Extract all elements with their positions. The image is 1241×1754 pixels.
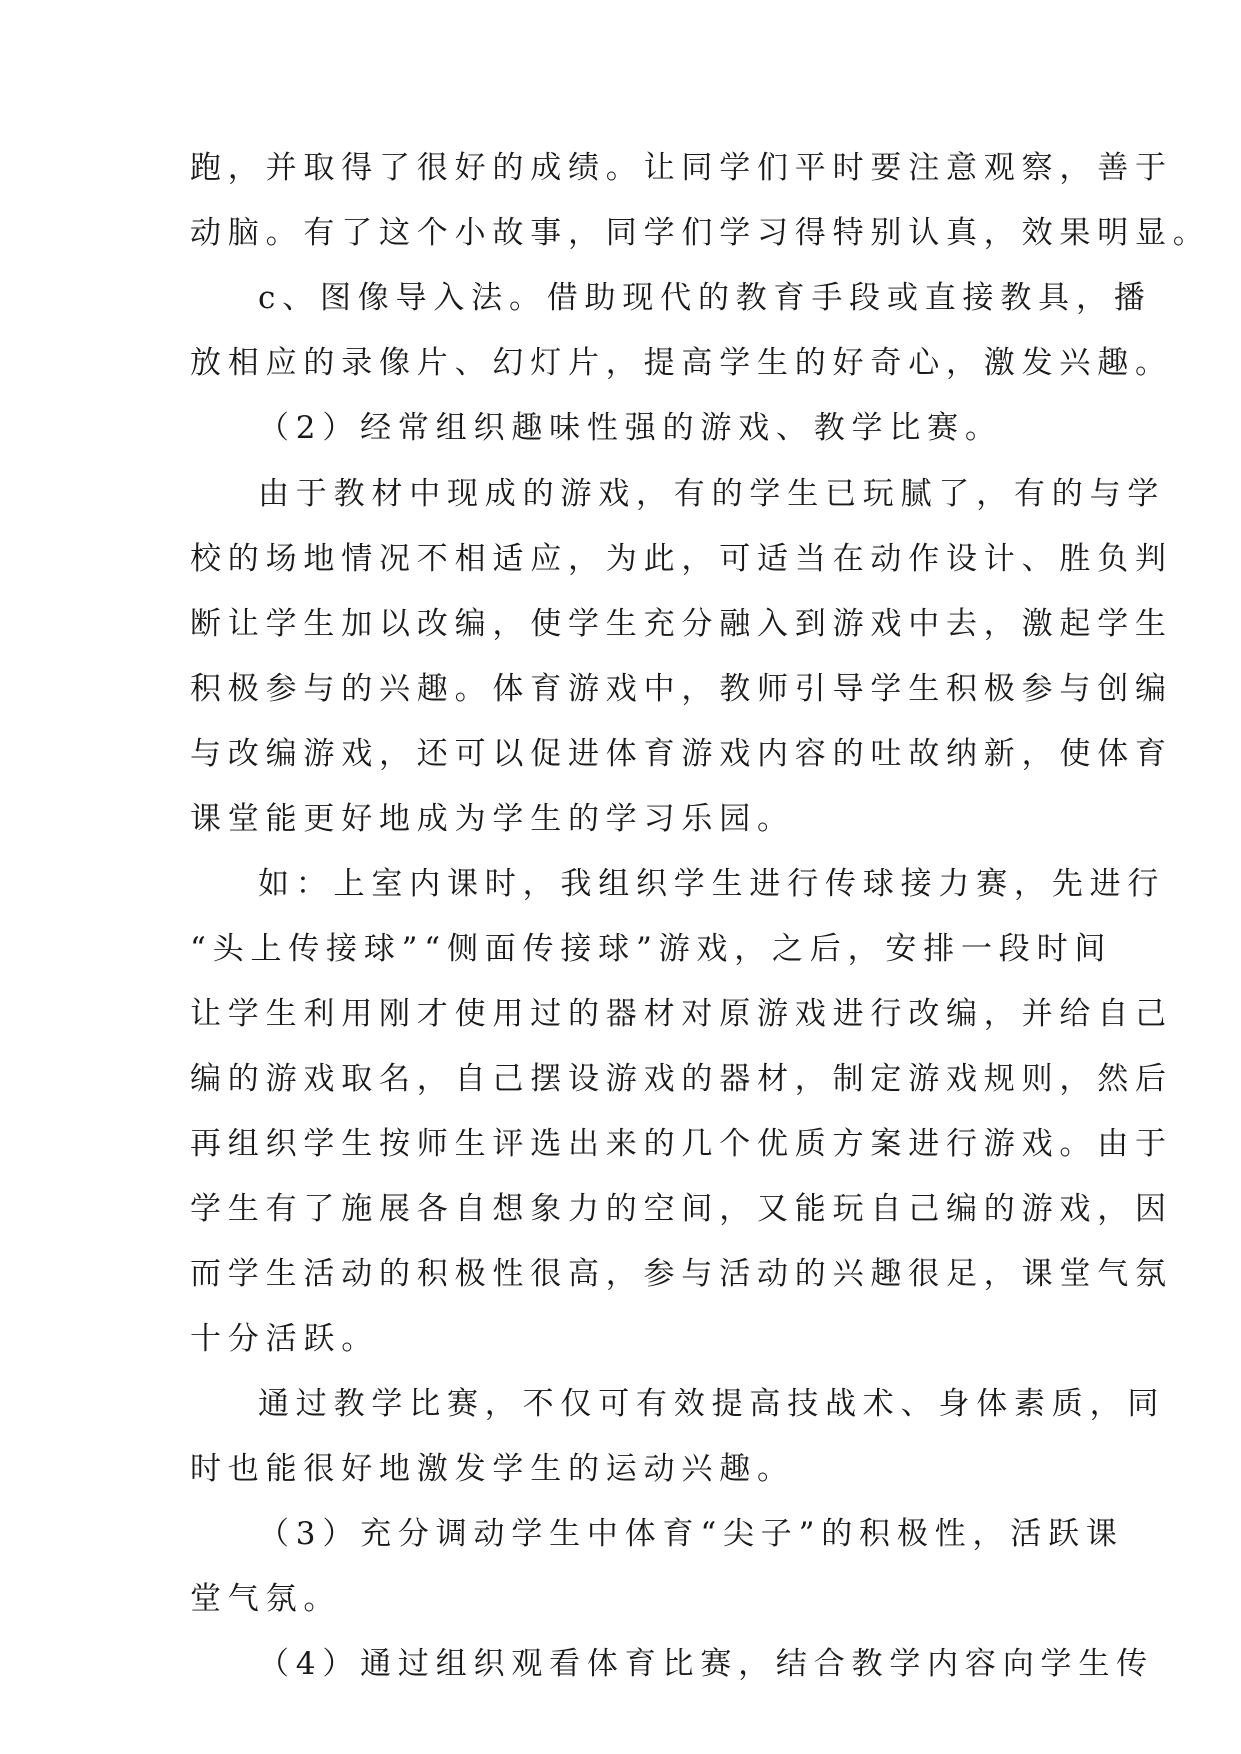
text-line: 编的游戏取名，自己摆设游戏的器材，制定游戏规则，然后 — [190, 1061, 1173, 1097]
text-line: 积极参与的兴趣。体育游戏中，教师引导学生积极参与创编 — [190, 671, 1173, 707]
text-line: 通过教学比赛，不仅可有效提高技战术、身体素质，同 — [258, 1386, 1166, 1422]
section-heading: （2）经常组织趣味性强的游戏、教学比赛。 — [258, 410, 1003, 446]
text-line: 断让学生加以改编，使学生充分融入到游戏中去，激起学生 — [190, 606, 1173, 642]
text-line: c、图像导入法。借助现代的教育手段或直接教具，播 — [258, 280, 1152, 316]
text-line: “头上传接球”“侧面传接球”游戏，之后，安排一段时间 — [190, 931, 1113, 967]
section-heading: （3）充分调动学生中体育“尖子”的积极性，活跃课 — [258, 1516, 1124, 1552]
text-line: 课堂能更好地成为学生的学习乐园。 — [190, 801, 795, 837]
text-line: 动脑。有了这个小故事，同学们学习得特别认真，效果明显。 — [190, 215, 1211, 251]
section-heading: （4）通过组织观看体育比赛，结合教学内容向学生传 — [258, 1646, 1154, 1682]
text-line: 如：上室内课时，我组织学生进行传球接力赛，先进行 — [258, 866, 1166, 902]
text-line: 时也能很好地激发学生的运动兴趣。 — [190, 1451, 795, 1487]
text-line: 学生有了施展各自想象力的空间，又能玩自己编的游戏，因 — [190, 1191, 1173, 1227]
text-line: 与改编游戏，还可以促进体育游戏内容的吐故纳新，使体育 — [190, 736, 1173, 772]
text-line: 十分活跃。 — [190, 1321, 379, 1357]
text-line: 堂气氛。 — [190, 1581, 342, 1617]
text-line: 让学生利用刚才使用过的器材对原游戏进行改编，并给自己 — [190, 996, 1173, 1032]
text-line: 放相应的录像片、幻灯片，提高学生的好奇心，激发兴趣。 — [190, 345, 1173, 381]
text-line: 由于教材中现成的游戏，有的学生已玩腻了，有的与学 — [258, 476, 1166, 512]
text-line: 跑，并取得了很好的成绩。让同学们平时要注意观察，善于 — [190, 150, 1173, 186]
text-line: 再组织学生按师生评选出来的几个优质方案进行游戏。由于 — [190, 1126, 1173, 1162]
text-line: 校的场地情况不相适应，为此，可适当在动作设计、胜负判 — [190, 541, 1173, 577]
text-line: 而学生活动的积极性很高，参与活动的兴趣很足，课堂气氛 — [190, 1256, 1173, 1292]
